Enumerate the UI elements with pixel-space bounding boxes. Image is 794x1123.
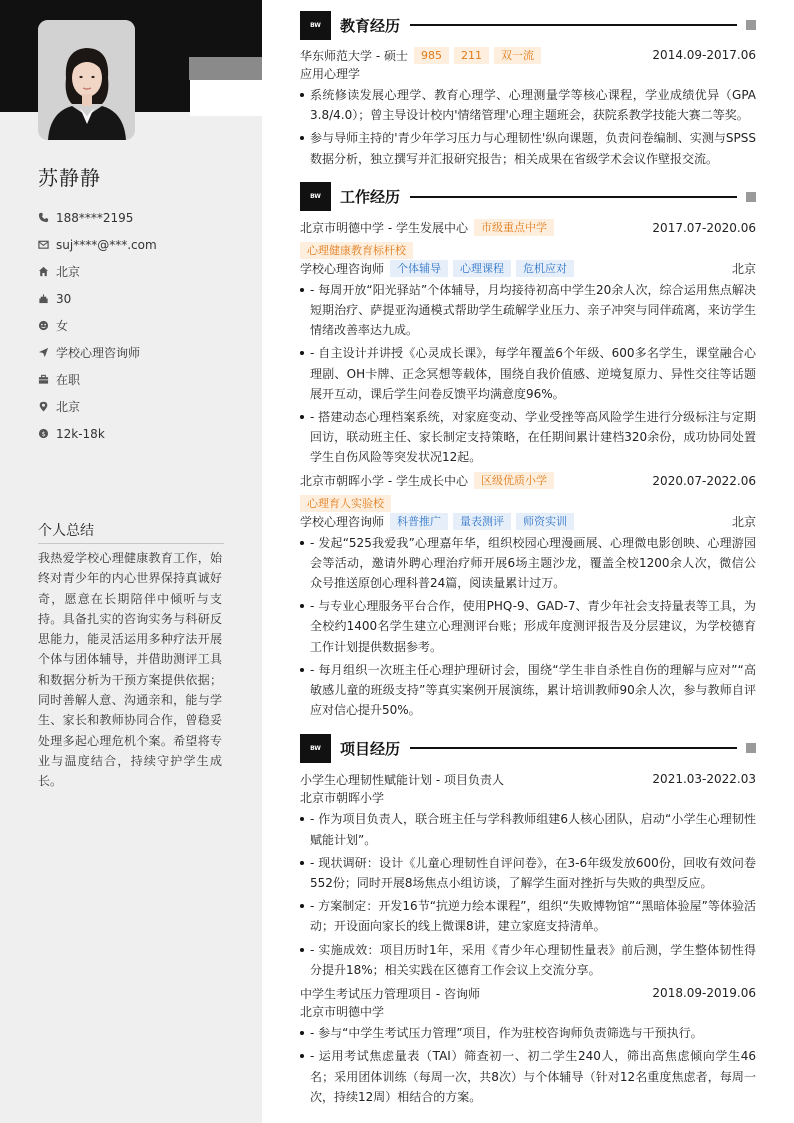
job-role-row bbox=[300, 512, 756, 532]
contact-text: 北京 bbox=[56, 265, 81, 279]
contact-phone bbox=[38, 204, 238, 231]
salary-icon bbox=[38, 428, 49, 439]
job-org: 北京市朝晖小学 - 学生成长中心 bbox=[300, 474, 468, 489]
svg-text:$: $ bbox=[41, 429, 46, 438]
gender-icon bbox=[38, 320, 49, 331]
school-tag: 211 bbox=[454, 47, 489, 64]
contact-text: 学校心理咨询师 bbox=[56, 346, 141, 360]
contact-home bbox=[38, 258, 238, 285]
role-tag: 科普推广 bbox=[390, 513, 448, 530]
job-role: 学校心理咨询师 bbox=[300, 515, 385, 530]
school-tag: 双一流 bbox=[494, 47, 541, 64]
job-role: 学校心理咨询师 bbox=[300, 262, 385, 277]
bullet-item: - 实施成效：项目历时1年，采用《青少年心理韧性量表》前后测，学生整体韧性得分提升18%；相关实践在区德育工作会议上交流分享。 bbox=[300, 940, 756, 980]
bullet-item: - 参与“中学生考试压力管理”项目，作为驻校咨询师负责筛选与干预执行。 bbox=[300, 1023, 756, 1043]
contact-text: 12k-18k bbox=[56, 426, 105, 441]
contact-text: 188****2195 bbox=[56, 210, 134, 225]
project-date: 2018.09-2019.06 bbox=[652, 986, 756, 1001]
section-divider bbox=[410, 747, 737, 749]
section-header-projects bbox=[300, 733, 756, 763]
section-end-square bbox=[746, 192, 756, 202]
bullet-item: - 搭建动态心理档案系统，对家庭变动、学业受挫等高风险学生进行分级标注与定期回访，联动班主任、家长制定支持策略，在任期间累计建档320余份，成功协同处置学生自伤风险等突发状况12起。 bbox=[300, 407, 756, 468]
project-org: 北京市朝晖小学 bbox=[300, 791, 385, 806]
contact-text: suj****@***.com bbox=[56, 237, 157, 252]
project-header bbox=[300, 983, 756, 1003]
candidate-name: 苏静静 bbox=[38, 166, 101, 190]
mail-icon bbox=[38, 239, 49, 250]
role-tag: 量表测评 bbox=[453, 513, 511, 530]
summary-text: 我热爱学校心理健康教育工作，始终对青少年的内心世界保持真诚好奇，愿意在长期陪伴中倾听与支持。具备扎实的咨询实务与科研反思能力，能灵活运用多种疗法开展个体与团体辅导，并借助测评工具和数据分析为干预方案提供依据；同时善解人意、沟通亲和，能与学生、家长和教师协同合作，曾稳妥处理多起心理危机个案。希望将专业与温度结合，持续守护学生成长。 bbox=[38, 551, 222, 789]
section-title: 项目经历 bbox=[340, 739, 401, 758]
education-major: 应用心理学 bbox=[300, 67, 361, 81]
job-city: 北京 bbox=[731, 515, 756, 530]
section-badge: BW bbox=[300, 11, 331, 40]
bullet-item: - 作为项目负责人，联合班主任与学科教师组建6人核心团队，启动“小学生心理韧性赋能计划”。 bbox=[300, 809, 756, 849]
section-divider bbox=[410, 24, 737, 26]
summary-title: 个人总结 bbox=[38, 520, 224, 544]
contact-location bbox=[38, 393, 238, 420]
role-tag: 师资实训 bbox=[516, 513, 574, 530]
job-bullets bbox=[300, 280, 756, 468]
school-tag: 985 bbox=[414, 47, 449, 64]
section-badge: BW bbox=[300, 182, 331, 211]
job-date: 2017.07-2020.06 bbox=[652, 220, 756, 235]
contact-text: 女 bbox=[56, 319, 69, 333]
job-city: 北京 bbox=[731, 262, 756, 277]
org-tag: 区级优质小学 bbox=[474, 472, 554, 489]
bullet-item: - 运用考试焦虑量表（TAI）筛查初一、初二学生240人，筛出高焦虑倾向学生46名；采用团体训练（每周一次，共8次）与个体辅导（针对12名重度焦虑者，每周一次，持续12周）相结合的方案。 bbox=[300, 1046, 756, 1107]
project-bullets bbox=[300, 1023, 756, 1107]
project-name: 小学生心理韧性赋能计划 - 项目负责人 bbox=[300, 772, 504, 787]
contact-text: 北京 bbox=[56, 400, 81, 414]
role-tag: 个体辅导 bbox=[390, 260, 448, 277]
contact-gender bbox=[38, 312, 238, 339]
org-tag: 市级重点中学 bbox=[474, 219, 554, 236]
bullet-item: 系统修读发展心理学、教育心理学、心理测量学等核心课程，学业成绩优异（GPA 3.8/4.0）；曾主导设计校内'情绪管理'心理主题班会，获院系教学技能大赛二等奖。 bbox=[300, 85, 756, 125]
avatar-photo bbox=[38, 20, 135, 140]
bullet-item: - 与专业心理服务平台合作，使用PHQ-9、GAD-7、青少年社会支持量表等工具，为全校约1400名学生建立心理测评台账；形成年度测评报告及分层建议，为学校德育工作计划提供数据参考。 bbox=[300, 596, 756, 657]
contact-list bbox=[38, 204, 238, 447]
bullet-item: - 现状调研：设计《儿童心理韧性自评问卷》，在3-6年级发放600份，回收有效问卷552份；同时开展8场焦点小组访谈，了解学生面对挫折与失败的典型反应。 bbox=[300, 853, 756, 893]
cake-icon bbox=[38, 293, 49, 304]
school-name: 华东师范大学 - 硕士 bbox=[300, 48, 408, 63]
section-badge: BW bbox=[300, 734, 331, 763]
role-tag: 危机应对 bbox=[516, 260, 574, 277]
org-tag: 心理健康教育标杆校 bbox=[300, 242, 413, 259]
contact-text: 30 bbox=[56, 291, 72, 306]
home-icon bbox=[38, 266, 49, 277]
header-decoration-gray bbox=[189, 57, 262, 80]
job-org: 北京市明德中学 - 学生发展中心 bbox=[300, 221, 468, 236]
bullet-item: 参与导师主持的'青少年学习压力与心理韧性'纵向课题，负责问卷编制、实测与SPSS数据分析，独立撰写并汇报研究报告；相关成果在省级学术会议作壁报交流。 bbox=[300, 128, 756, 168]
section-end-square bbox=[746, 743, 756, 753]
project-header bbox=[300, 769, 756, 789]
portrait-image bbox=[38, 20, 135, 140]
bullet-item: - 发起“525我爱我”心理嘉年华，组织校园心理漫画展、心理微电影创映、心理游园会等活动，邀请外聘心理治疗师开展6场主题沙龙，覆盖全校1200余人次，微信公众号推送原创心理科普24篇，阅读量累计过万。 bbox=[300, 533, 756, 594]
main-content bbox=[300, 10, 756, 1110]
send-icon bbox=[38, 347, 49, 358]
contact-email bbox=[38, 231, 238, 258]
bullet-item: - 自主设计并讲授《心灵成长课》，每学年覆盖6个年级、600多名学生，课堂融合心理剧、OH卡牌、正念冥想等载体，围绕自我价值感、逆境复原力、异性交往等话题展开互动，课后学生问卷反馈平均满意度96%。 bbox=[300, 343, 756, 404]
location-pin-icon bbox=[38, 401, 49, 412]
education-bullets bbox=[300, 85, 756, 169]
project-org: 北京市明德中学 bbox=[300, 1005, 385, 1020]
role-tag: 心理课程 bbox=[453, 260, 511, 277]
contact-position bbox=[38, 339, 238, 366]
phone-icon bbox=[38, 212, 49, 223]
contact-salary bbox=[38, 420, 238, 447]
header-decoration-white-small bbox=[220, 80, 262, 116]
contact-age bbox=[38, 285, 238, 312]
bullet-item: - 方案制定：开发16节“抗逆力绘本课程”，组织“失败博物馆”“黑暗体验屋”等体验活动；开设面向家长的线上微课8讲，建立家庭支持清单。 bbox=[300, 896, 756, 936]
sidebar bbox=[0, 0, 262, 1123]
job-header bbox=[300, 471, 756, 491]
job-date: 2020.07-2022.06 bbox=[652, 473, 756, 488]
job-bullets bbox=[300, 533, 756, 721]
project-date: 2021.03-2022.03 bbox=[652, 772, 756, 787]
section-header-work bbox=[300, 182, 756, 212]
section-title: 工作经历 bbox=[340, 188, 401, 207]
bullet-item: - 每月组织一次班主任心理护理研讨会，围绕“学生非自杀性自伤的理解与应对”“高敏感儿童的班级支持”等真实案例开展演练，累计培训教师90余人次，参与教师自评应对信心提升50%。 bbox=[300, 660, 756, 721]
briefcase-icon bbox=[38, 374, 49, 385]
education-row bbox=[300, 45, 756, 65]
section-end-square bbox=[746, 20, 756, 30]
bullet-item: - 每周开放“阳光驿站”个体辅导，月均接待初高中学生20余人次，综合运用焦点解决短期治疗、萨提亚沟通模式帮助学生疏解学业压力、亲子冲突与同伴疏离，来访学生情绪改善率达九成。 bbox=[300, 280, 756, 341]
section-divider bbox=[410, 196, 737, 198]
education-date: 2014.09-2017.06 bbox=[652, 48, 756, 62]
section-header-education bbox=[300, 10, 756, 40]
contact-status bbox=[38, 366, 238, 393]
project-bullets bbox=[300, 809, 756, 980]
job-role-row bbox=[300, 259, 756, 279]
job-header bbox=[300, 218, 756, 238]
org-tag: 心理育人实验校 bbox=[300, 495, 391, 512]
contact-text: 在职 bbox=[56, 373, 81, 387]
project-name: 中学生考试压力管理项目 - 咨询师 bbox=[300, 986, 480, 1001]
section-title: 教育经历 bbox=[340, 16, 401, 35]
